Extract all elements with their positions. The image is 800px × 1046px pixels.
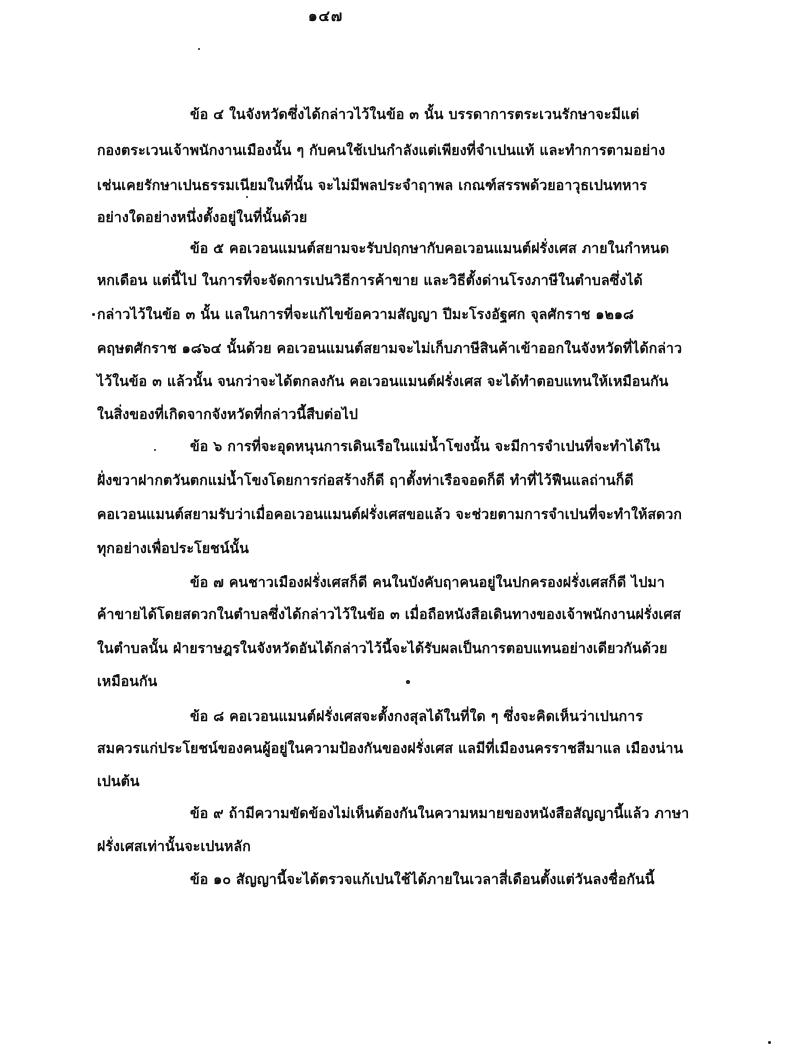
article-4-line-3: เช่นเคยรักษาเปนธรรมเนียมในที่นั้น จะไม่มีพลประจำฤาพล เกณฑ์สรรพด้วยอาวุธเปนทหาร bbox=[97, 178, 648, 194]
scan-speck bbox=[154, 449, 156, 451]
scan-speck bbox=[768, 1041, 771, 1044]
page-number: ๑๔๗ bbox=[308, 7, 344, 25]
article-5-line-5: ไว้ในข้อ ๓ แล้วนั้น จนกว่าจะได้ตกลงกัน คอเวอนแมนต์ฝรั่งเศส จะได้ทำตอบแทนให้เหมือนกัน bbox=[97, 374, 669, 390]
article-8-line-2: สมควรแก่ประโยชน์ของคนผู้อยู่ในความป้องกันของฝรั่งเศส แลมีที่เมืองนครราชสีมาแล เมืองน่าน bbox=[97, 741, 684, 757]
article-7-line-1: ข้อ ๗ คนชาวเมืองฝรั่งเศสก็ดี คนในบังคับฤาคนอยู่ในปกครองฝรั่งเศสก็ดี ไปมา bbox=[190, 575, 665, 591]
article-5-line-2: หกเดือน แต่นี้ไป ในการที่จะจัดการเปนวิธีการค้าขาย และวิธีตั้งด่านโรงภาษีในตำบลซึ่งได้ bbox=[97, 273, 643, 289]
article-6-line-1: ข้อ ๖ การที่จะอุดหนุนการเดินเรือในแม่น้ำโขงนั้น จะมีการจำเปนที่จะทำได้ใน bbox=[190, 439, 661, 455]
article-6-line-4: ทุกอย่างเพื่อประโยชน์นั้น bbox=[97, 541, 249, 557]
article-5-line-1: ข้อ ๕ คอเวอนแมนต์สยามจะรับปฤกษากับคอเวอนแมนต์ฝรั่งเศส ภายในกำหนด bbox=[190, 241, 670, 257]
article-8-line-3: เปนต้น bbox=[97, 774, 140, 790]
article-4-line-4: อย่างใดอย่างหนึ่งตั้งอยู่ในที่นั้นด้วย bbox=[97, 210, 308, 226]
article-5-line-6: ในสิ่งของที่เกิดจากจังหวัดที่กล่าวนี้สืบต่อไป bbox=[97, 407, 359, 423]
article-4-line-2: กองตระเวนเจ้าพนักงานเมืองนั้น ๆ กับคนใช้เปนกำลังแต่เพียงที่จำเปนแท้ และทำการตามอย่าง bbox=[97, 143, 666, 159]
article-7-line-2: ค้าขายได้โดยสดวกในตำบลซึ่งได้กล่าวไว้ในข้อ ๓ เมื่อถือหนังสือเดินทางของเจ้าพนักงานฝรั่งเศส bbox=[97, 607, 682, 623]
scan-speck bbox=[198, 48, 200, 50]
article-10-line-1: ข้อ ๑๐ สัญญานี้จะได้ตรวจแก้เปนใช้ได้ภายในเวลาสี่เดือนตั้งแต่วันลงชื่อกันนี้ bbox=[190, 872, 655, 888]
article-5-line-4: คฤษตศักราช ๑๘๖๔ นั้นด้วย คอเวอนแมนต์สยามจะไม่เก็บภาษีสินค้าเข้าออกในจังหวัดที่ได้กล่าว bbox=[97, 341, 683, 357]
article-9-line-2: ฝรั่งเศสเท่านั้นจะเปนหลัก bbox=[97, 839, 251, 855]
scan-speck bbox=[406, 680, 410, 684]
article-9-line-1: ข้อ ๙ ถ้ามีความขัดข้องไม่เห็นต้องกันในความหมายของหนังสือสัญญานี้แล้ว ภาษา bbox=[190, 806, 690, 822]
article-6-line-3: คอเวอนแมนต์สยามรับว่าเมื่อคอเวอนแมนต์ฝรั่งเศสขอแล้ว จะช่วยตามการจำเปนที่จะทำให้สดวก bbox=[97, 507, 683, 523]
article-6-line-2: ฝั่งขวาฝากตวันตกแม่น้ำโขงโดยการก่อสร้างก็ดี ฤาตั้งท่าเรือจอดก็ดี ทำที่ไว้ฟืนแลถ่านก็ดี bbox=[97, 473, 634, 489]
article-5-line-3: กล่าวไว้ในข้อ ๓ นั้น แลในการที่จะแก้ไขข้อความสัญญา ปีมะโรงอัฐศก จุลศักราช ๑๒๑๘ bbox=[97, 307, 634, 323]
article-7-line-3: ในตำบลนั้น ฝ่ายราษฎรในจังหวัดอันได้กล่าวไว้นี้จะได้รับผลเป็นการตอบแทนอย่างเดียวกันด้วย bbox=[97, 641, 668, 657]
scan-speck bbox=[246, 196, 248, 198]
article-7-line-4: เหมือนกัน bbox=[97, 674, 158, 690]
article-4-line-1: ข้อ ๔ ในจังหวัดซึ่งได้กล่าวไว้ในข้อ ๓ นั้น บรรดาการตระเวนรักษาจะมีแต่ bbox=[190, 107, 640, 123]
scan-speck bbox=[92, 313, 95, 316]
article-8-line-1: ข้อ ๘ คอเวอนแมนต์ฝรั่งเศสจะตั้งกงสุลได้ในที่ใด ๆ ซึ่งจะคิดเห็นว่าเปนการ bbox=[190, 709, 643, 725]
